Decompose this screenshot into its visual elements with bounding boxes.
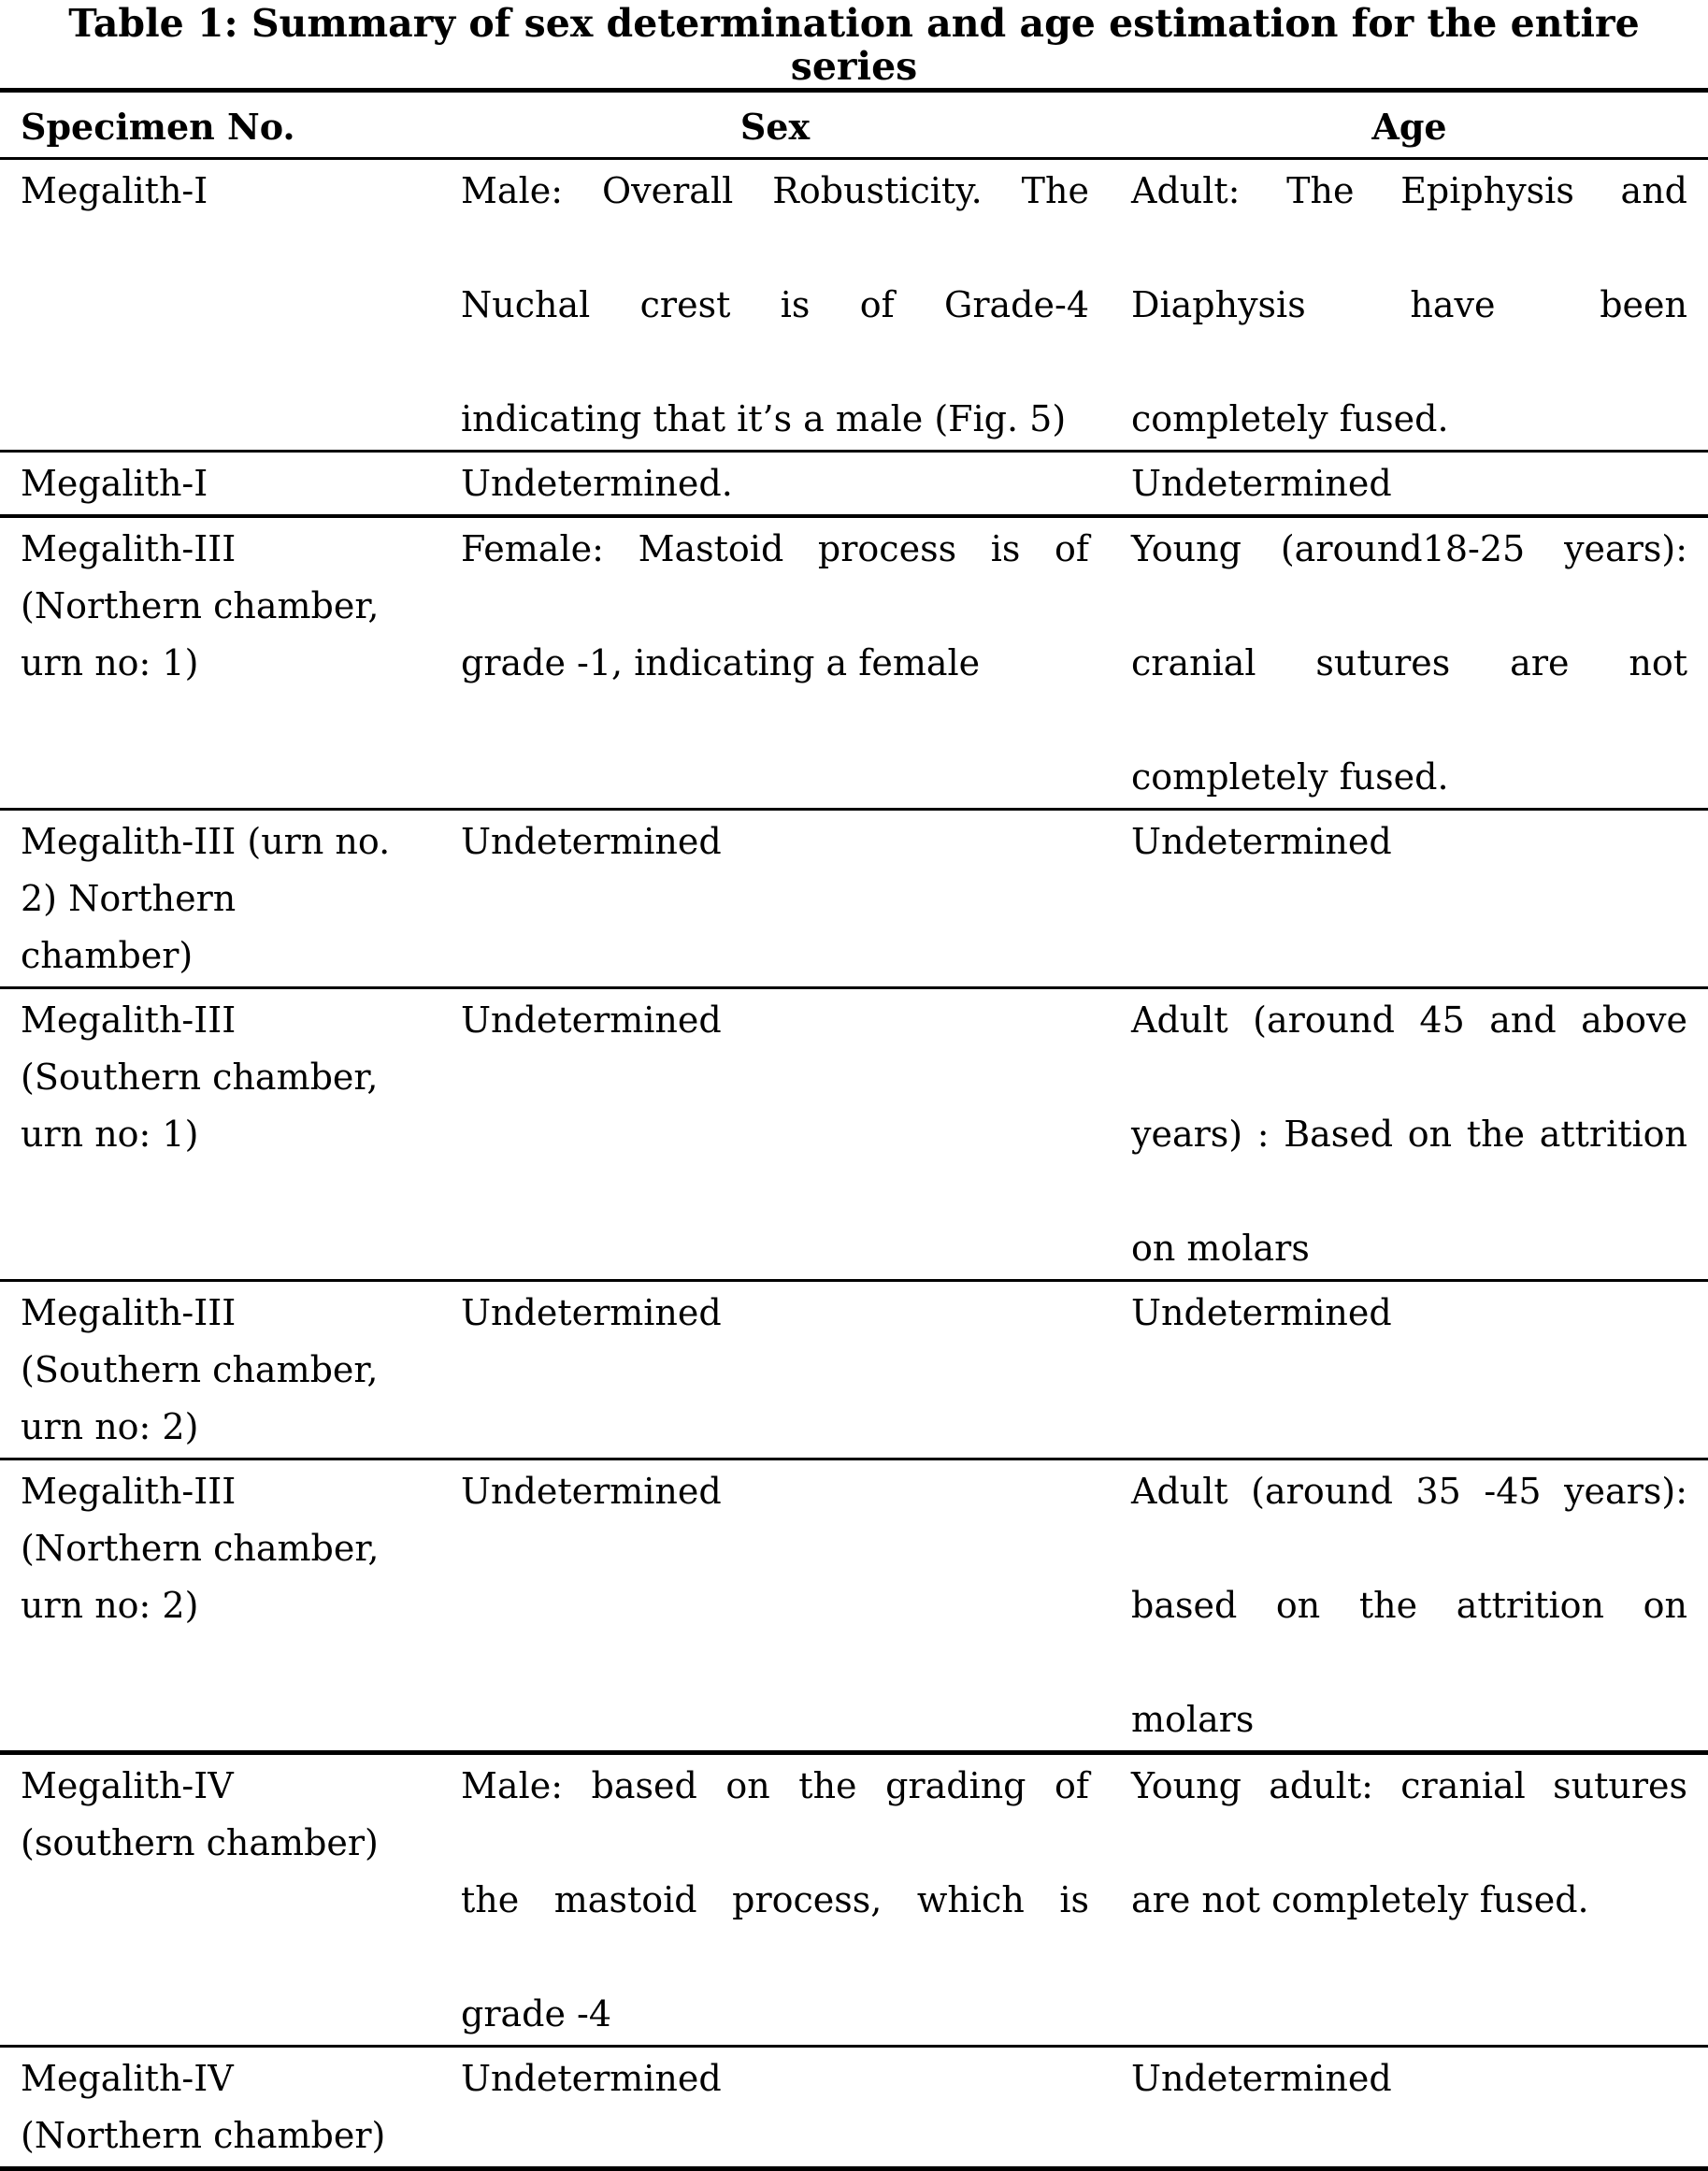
table-row (0, 1281, 1708, 1459)
sex-cell: Male: based on the grading of the mastoid process, which is grade -4 (461, 1753, 1131, 2047)
sex-cell: Undetermined (461, 988, 1131, 1281)
summary-table (0, 93, 1708, 2171)
age-cell: Undetermined (1131, 810, 1708, 988)
age-cell: Young adult: cranial sutures are not completely fused. (1131, 1753, 1708, 2047)
sex-cell: Undetermined (461, 2047, 1131, 2169)
table-row (0, 1753, 1708, 2047)
specimen-cell: Megalith-III (Northern chamber, urn no: 1) (0, 516, 461, 810)
table-row (0, 810, 1708, 988)
sex-cell: Undetermined (461, 1281, 1131, 1459)
table-row (0, 452, 1708, 517)
specimen-cell: Megalith-IV (southern chamber) (0, 1753, 461, 2047)
table-row (0, 516, 1708, 810)
table-row (0, 988, 1708, 1281)
specimen-cell: Megalith-I (0, 452, 461, 517)
specimen-cell: Megalith-III (Southern chamber, urn no: 1) (0, 988, 461, 1281)
age-cell: Adult (around 35 -45 years): based on the attrition on molars (1131, 1459, 1708, 1753)
column-header-sex: Sex (461, 93, 1131, 159)
table-row (0, 2047, 1708, 2169)
age-cell: Young (around18-25 years): cranial sutures are not completely fused. (1131, 516, 1708, 810)
column-header-age: Age (1131, 93, 1708, 159)
sex-cell: Undetermined. (461, 452, 1131, 517)
table-title: Table 1: Summary of sex determination and age estimation for the entire series (0, 0, 1708, 93)
age-cell: Adult: The Epiphysis and Diaphysis have been completely fused. (1131, 159, 1708, 452)
sex-cell: Male: Overall Robusticity. The Nuchal crest is of Grade-4 indicating that it’s a male (Fig. 5) (461, 159, 1131, 452)
age-cell: Undetermined (1131, 452, 1708, 517)
table-row (0, 1459, 1708, 1753)
column-header-specimen: Specimen No. (0, 93, 461, 159)
age-cell: Undetermined (1131, 1281, 1708, 1459)
sex-cell: Female: Mastoid process is of grade -1, indicating a female (461, 516, 1131, 810)
specimen-cell: Megalith-III (urn no. 2) Northern chamber) (0, 810, 461, 988)
specimen-cell: Megalith-IV (Northern chamber) (0, 2047, 461, 2169)
age-cell: Undetermined (1131, 2047, 1708, 2169)
specimen-cell: Megalith-I (0, 159, 461, 452)
sex-cell: Undetermined (461, 810, 1131, 988)
sex-cell: Undetermined (461, 1459, 1131, 1753)
specimen-cell: Megalith-III (Southern chamber, urn no: 2) (0, 1281, 461, 1459)
age-cell: Adult (around 45 and above years) : Based on the attrition on molars (1131, 988, 1708, 1281)
header-row (0, 93, 1708, 159)
specimen-cell: Megalith-III (Northern chamber, urn no: 2) (0, 1459, 461, 1753)
table-row (0, 159, 1708, 452)
